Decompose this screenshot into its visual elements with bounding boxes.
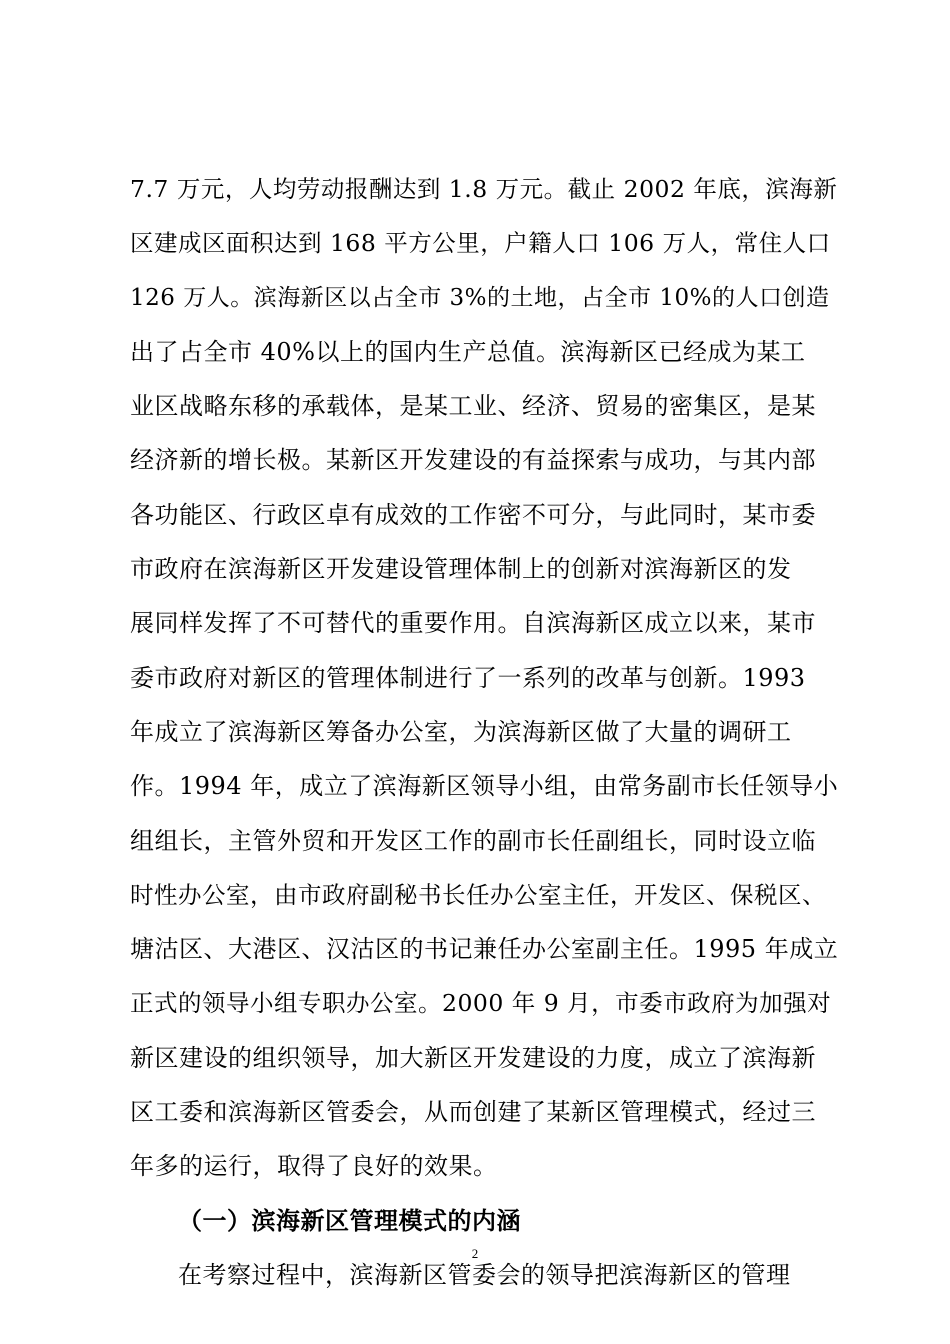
text-line: 业区战略东移的承载体，是某工业、经济、贸易的密集区，是某: [130, 392, 816, 421]
text-line: 出了占全市 40%以上的国内生产总值。滨海新区已经成为某工: [130, 337, 806, 366]
paragraph-first-line: 在考察过程中，滨海新区管委会的领导把滨海新区的管理: [178, 1260, 791, 1289]
text-line: 经济新的增长极。某新区开发建设的有益探索与成功，与其内部: [130, 446, 816, 475]
text-line: 7.7 万元，人均劳动报酬达到 1.8 万元。截止 2002 年底，滨海新: [130, 175, 838, 203]
page-number: 2: [471, 1246, 479, 1261]
text-line: 时性办公室，由市政府副秘书长任办公室主任，开发区、保税区、: [130, 880, 826, 909]
text-line: 组组长，主管外贸和开发区工作的副市长任副组长，同时设立临: [130, 826, 816, 855]
text-line: 新区建设的组织领导，加大新区开发建设的力度，成立了滨海新: [130, 1043, 816, 1072]
text-line: 正式的领导小组专职办公室。2000 年 9 月，市委市政府为加强对: [130, 989, 832, 1018]
body-text: [130, 162, 840, 1302]
text-line: 年成立了滨海新区筹备办公室，为滨海新区做了大量的调研工: [130, 717, 792, 746]
text-line: 塘沽区、大港区、汉沽区的书记兼任办公室副主任。1995 年成立: [130, 935, 839, 964]
text-line: 各功能区、行政区卓有成效的工作密不可分，与此同时，某市委: [130, 500, 816, 529]
text-line: 年多的运行，取得了良好的效果。: [130, 1152, 498, 1181]
text-line: 区工委和滨海新区管委会，从而创建了某新区管理模式，经过三: [130, 1098, 816, 1127]
section-heading: （一）滨海新区管理模式的内涵: [178, 1206, 521, 1235]
text-line: 作。1994 年，成立了滨海新区领导小组，由常务副市长任领导小: [130, 772, 839, 801]
text-line: 市政府在滨海新区开发建设管理体制上的创新对滨海新区的发: [130, 555, 792, 584]
text-line: 委市政府对新区的管理体制进行了一系列的改革与创新。1993: [130, 663, 806, 692]
text-line: 126 万人。滨海新区以占全市 3%的土地，占全市 10%的人口创造: [130, 284, 830, 311]
text-line: 展同样发挥了不可替代的重要作用。自滨海新区成立以来，某市: [130, 609, 816, 638]
text-line: 区建成区面积达到 168 平方公里，户籍人口 106 万人，常住人口: [130, 229, 831, 258]
